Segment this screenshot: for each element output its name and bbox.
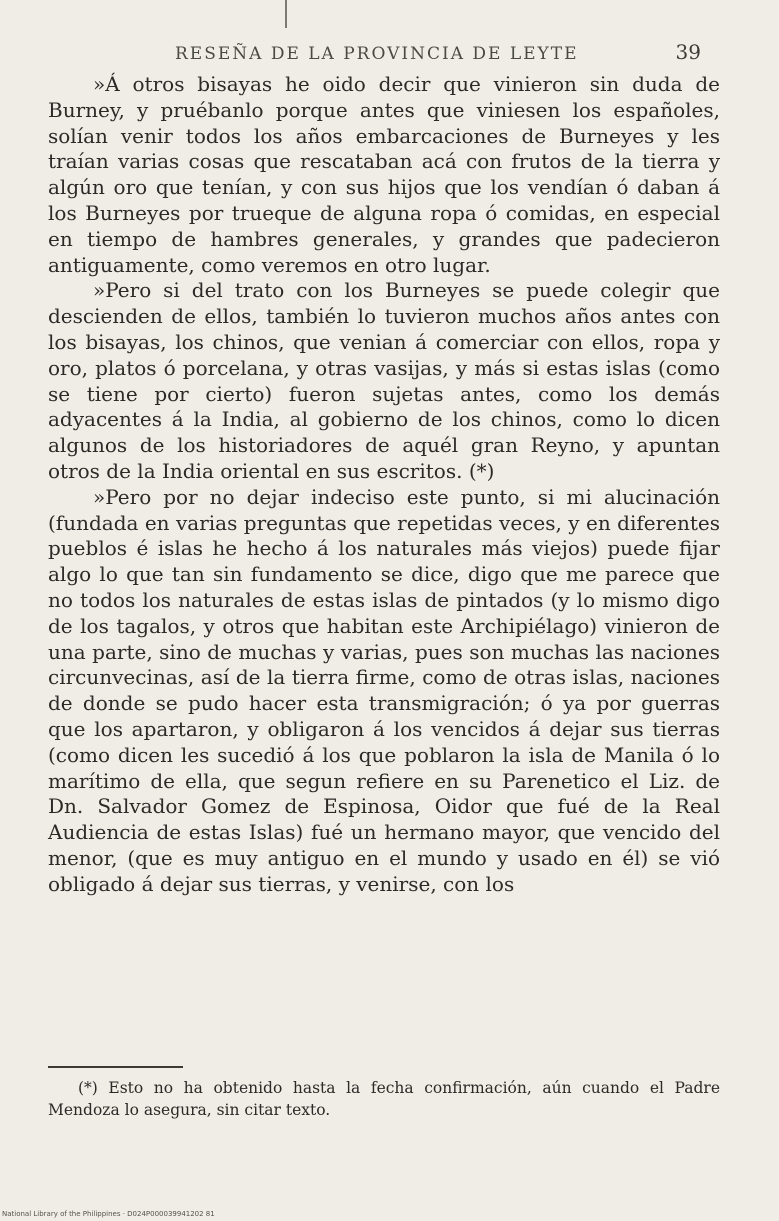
scan-credit: National Library of the Philippines · D024P000039941202 81 [2, 1210, 215, 1218]
page-header [175, 40, 701, 70]
running-title: RESEÑA DE LA PROVINCIA DE LEYTE [175, 44, 579, 64]
paragraph: »Pero si del trato con los Burneyes se puede colegir que descienden de ellos, también lo tuvieron muchos años antes con los bisayas, los chinos, que venian á comerciar con ellos, ropa y oro, platos ó porcelana, y otras vasijas, y más si estas islas (como se tiene por cierto) fueron sujetas antes, como los demás adyacentes á la India, al gobierno de los chinos, como lo dicen algunos de los historiadores de aquél gran Reyno, y apuntan otros de la India oriental en sus escritos. (*) [48, 278, 720, 483]
paragraph: »Á otros bisayas he oido decir que vinieron sin duda de Burney, y pruébanlo porque antes que viniesen los españoles, solían venir todos los años embarcaciones de Burneyes y les traían varias cosas que rescataban acá con frutos de la tierra y algún oro que tenían, y con sus hijos que los vendían ó daban á los Burneyes por trueque de alguna ropa ó comidas, en especial en tiempo de hambres generales, y grandes que padecieron antiguamente, como veremos en otro lugar. [48, 72, 720, 277]
footnote-separator [48, 1066, 183, 1068]
paragraph: »Pero por no dejar indeciso este punto, si mi alucinación (fundada en varias preguntas que repetidas veces, y en diferentes pueblos é islas he hecho á los naturales más viejos) puede fijar algo lo que tan sin fundamento se dice, digo que me parece que no todos los naturales de estas islas de pintados (y lo mismo digo de los tagalos, y otros que habitan este Archipiélago) vinieron de una parte, sino de muchas y varias, pues son muchas las naciones circunvecinas, así de la tierra firme, como de otras islas, naciones de donde se pudo hacer esta transmigración; ó ya por guerras que los apartaron, y obligaron á los vencidos á dejar sus tierras (como dicen les sucedió á los que poblaron la isla de Manila ó lo marítimo de ella, que segun refiere en su Parenetico el Liz. de Dn. Salvador Gomez de Espinosa, Oidor que fué de la Real Audiencia de estas Islas) fué un hermano mayor, que vencido del menor, (que es muy antiguo en el mundo y usado en él) se vió obligado á dejar sus tierras, y venirse, con los [48, 484, 720, 896]
footnote: (*) Esto no ha obtenido hasta la fecha confirmación, aún cuando el Padre Mendoza lo asegura, sin citar texto. [48, 1079, 720, 1119]
page-number: 39 [675, 40, 701, 64]
body-text [48, 72, 720, 898]
page-gutter-mark [285, 0, 287, 28]
